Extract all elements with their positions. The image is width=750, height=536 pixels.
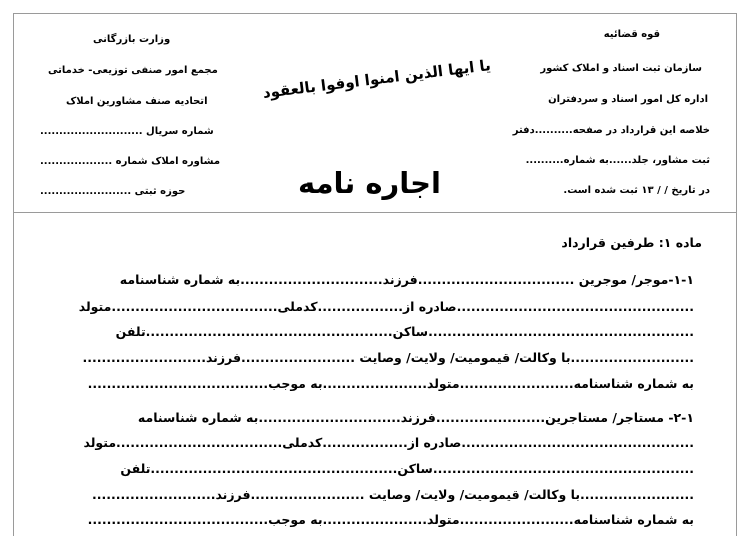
lessor-line-1: ۱-۱-موجر/ موجرین .................................فرزند..............................به شماره شناسنامه [119, 272, 694, 287]
header-right-registry-line: ثبت مشاور، جلد......به شماره.......... [525, 155, 710, 166]
lessee-line-3: .......................................................ساکن....................................................تلفن [120, 461, 694, 476]
frame-top-border [13, 13, 736, 14]
lessor-line-2: ..................................................صادره از..................کدملی...................................متولد [78, 299, 694, 314]
lessee-line-2: .................................................صادره از..................کدملی...................................متولد [83, 435, 694, 450]
header-right-summary-line: خلاصه این قرارداد در صفحه..........دفتر [512, 125, 710, 136]
lessor-line-5: به شماره شناسنامه........................متولد......................به موجب...................................... [87, 376, 694, 391]
header-left-registry-zone: حوزه ثبتی ........................ [40, 186, 186, 197]
frame-left-border [13, 13, 14, 536]
article-title: ماده ۱: طرفین قرارداد [561, 235, 702, 250]
lessor-line-3: ........................................................ساکن....................................................تلفن [115, 324, 694, 339]
page-title: اجاره نامه [298, 166, 441, 200]
frame-right-border [736, 13, 737, 536]
blessing-verse: یا ایها الذین امنوا اوفوا بالعقود [261, 56, 492, 102]
lessor-line-4: ..........................با وکالت/ قیمومیت/ ولایت/ وصایت ........................فرزند.......................... [82, 350, 694, 365]
header-separator [13, 212, 736, 213]
header-left-ministry: وزارت بازرگانی [93, 34, 171, 45]
header-left-guild-assembly: مجمع امور صنفی توزیعی- خدماتی [48, 65, 218, 76]
header-right-date-line: در تاریخ / / ۱۳ ثبت شده است. [563, 185, 710, 196]
lessee-line-1: ۲-۱- مستاجر/ مستاجرین.......................فرزند..............................به شماره شناسنامه [137, 410, 694, 425]
header-right-notary-dept: اداره کل امور اسناد و سردفتران [548, 94, 708, 105]
lessee-line-4: ........................با وکالت/ قیمومیت/ ولایت/ وصایت ........................فرزند.......................... [91, 487, 694, 502]
header-left-realtors-union: اتحادیه صنف مشاورین املاک [66, 96, 208, 107]
lessee-line-5: به شماره شناسنامه........................متولد......................به موجب...................................... [87, 512, 694, 527]
header-left-serial-number: شماره سریال ........................... [40, 126, 214, 137]
header-right-registration-org: سازمان ثبت اسناد و املاک کشور [540, 63, 702, 74]
header-right-judiciary: قوه قضائیه [603, 29, 660, 40]
header-left-agency-number: مشاوره املاک شماره ................... [40, 156, 221, 167]
